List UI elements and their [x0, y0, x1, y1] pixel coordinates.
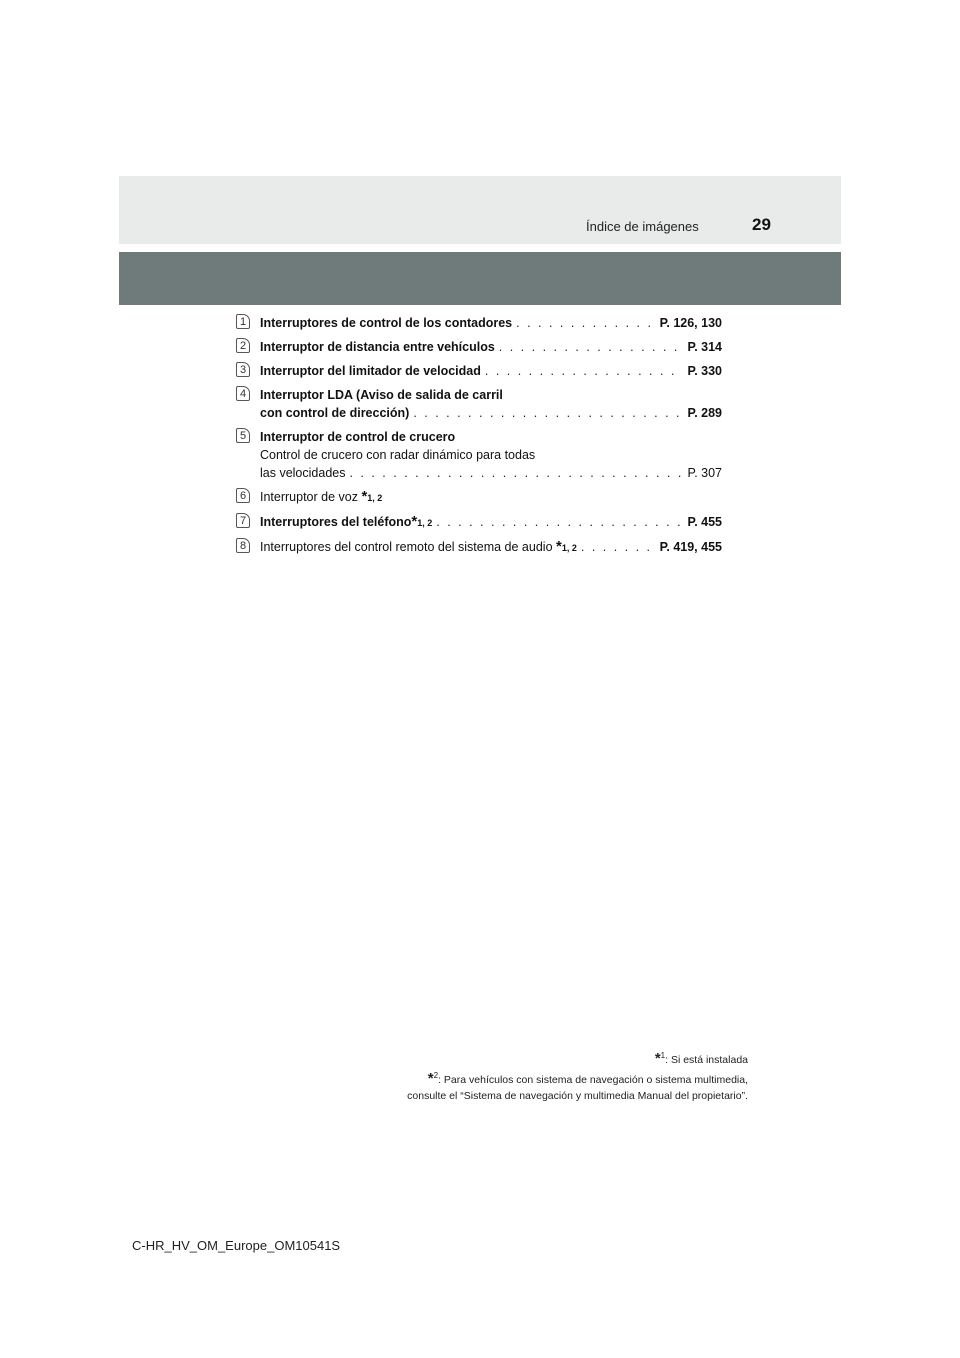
entry-line	[260, 386, 722, 404]
footnote	[407, 1068, 748, 1088]
entry-text: Interruptor del limitador de velocidad	[260, 364, 481, 378]
entry-text: con control de dirección)	[260, 406, 410, 420]
dot-leader	[581, 538, 656, 556]
dot-leader	[413, 404, 683, 422]
footnote-text: consulte el “Sistema de navegación y multimedia Manual del propietario”.	[407, 1090, 748, 1102]
list-item	[236, 362, 722, 380]
footnote-ref: 2	[433, 1071, 439, 1080]
page-reference[interactable]: P. 455	[687, 515, 722, 529]
footnote	[407, 1088, 748, 1104]
item-number-marker: 7	[236, 513, 250, 528]
dot-leader	[516, 314, 656, 332]
page-reference[interactable]: P. 307	[687, 466, 722, 480]
footnote-star-icon: *	[411, 513, 418, 530]
entry-text: Interruptores del control remoto del sistema de audio	[260, 540, 553, 554]
entry-text: las velocidades	[260, 466, 346, 480]
entry-line	[260, 404, 722, 422]
list-item	[236, 488, 722, 507]
footnote-text: : Para vehículos con sistema de navegación o sistema multimedia,	[438, 1074, 748, 1086]
item-number-marker: 6	[236, 488, 250, 503]
dot-leader	[349, 464, 683, 482]
entry-text: Interruptor LDA (Aviso de salida de carril	[260, 388, 503, 402]
item-number-marker: 5	[236, 428, 250, 443]
dot-leader	[436, 513, 683, 531]
page-number: 29	[752, 215, 771, 234]
entry-text: Control de crucero con radar dinámico para todas	[260, 448, 536, 462]
item-number-marker: 8	[236, 538, 250, 553]
list-item	[236, 314, 722, 332]
entry-text: Interruptor de control de crucero	[260, 430, 456, 444]
entry-text: Interruptor de voz	[260, 490, 358, 504]
footnote-ref: 1, 2	[561, 543, 577, 553]
page-reference[interactable]: P. 289	[687, 406, 722, 420]
footnote-star-icon: *	[427, 1070, 434, 1087]
page-reference[interactable]: P. 126, 130	[659, 316, 722, 330]
entry-line	[260, 513, 722, 532]
dot-leader	[499, 338, 684, 356]
entry-text: Interruptores de control de los contadores	[260, 316, 513, 330]
section-bar	[119, 252, 841, 305]
page-reference[interactable]: P. 314	[687, 340, 722, 354]
item-number-marker: 2	[236, 338, 250, 353]
entry-text: Interruptor de distancia entre vehículos	[260, 340, 495, 354]
footnote-ref: 1, 2	[417, 518, 433, 528]
entry-line	[260, 338, 722, 356]
page-reference[interactable]: P. 419, 455	[659, 540, 722, 554]
list-item	[236, 538, 722, 557]
item-number-marker: 3	[236, 362, 250, 377]
entry-list	[236, 314, 722, 563]
list-item	[236, 386, 722, 422]
footnote-ref: 1, 2	[367, 493, 383, 503]
entry-line	[260, 464, 722, 482]
list-item	[236, 513, 722, 532]
footnote	[407, 1048, 748, 1068]
entry-line	[260, 314, 722, 332]
footnote-star-icon: *	[654, 1050, 661, 1067]
entry-line	[260, 538, 722, 557]
entry-line	[260, 446, 722, 464]
entry-line	[260, 428, 722, 446]
list-item	[236, 338, 722, 356]
page-reference[interactable]: P. 330	[687, 364, 722, 378]
item-number-marker: 4	[236, 386, 250, 401]
entry-line	[260, 488, 722, 507]
list-item	[236, 428, 722, 482]
footnotes	[407, 1048, 748, 1104]
document-id: C-HR_HV_OM_Europe_OM10541S	[132, 1238, 341, 1253]
footnote-star-icon: *	[361, 488, 368, 505]
page-header-title: Índice de imágenes	[586, 219, 699, 234]
entry-text: Interruptores del teléfono	[260, 515, 412, 529]
entry-line	[260, 362, 722, 380]
footnote-ref: 1	[660, 1051, 666, 1060]
footnote-star-icon: *	[556, 538, 562, 555]
item-number-marker: 1	[236, 314, 250, 329]
footnote-text: : Si está instalada	[665, 1054, 748, 1066]
header-bar	[119, 176, 841, 244]
dot-leader	[485, 362, 684, 380]
